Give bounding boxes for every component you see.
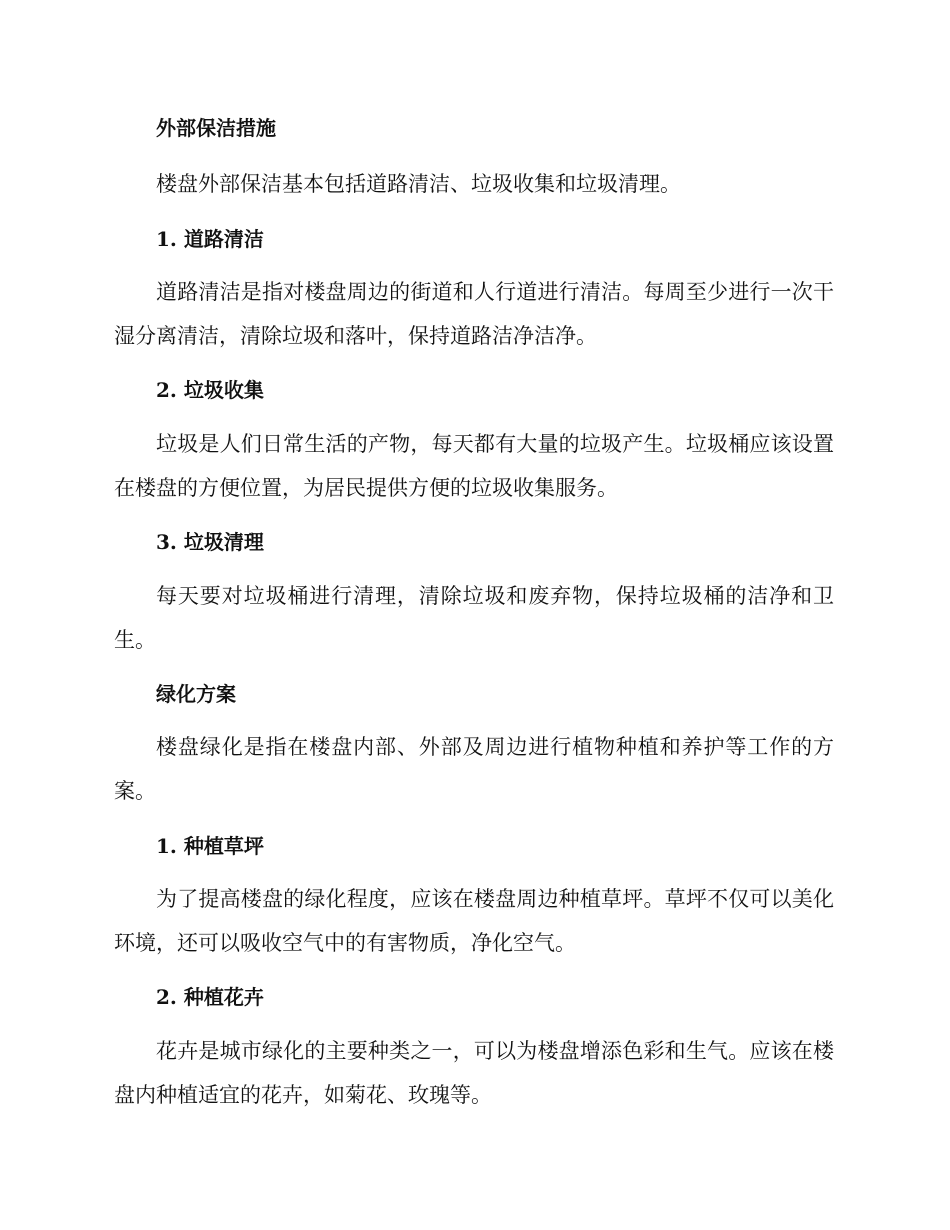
section-paragraph-greening-plan: 楼盘绿化是指在楼盘内部、外部及周边进行植物种植和养护等工作的方案。: [114, 735, 834, 803]
section-paragraph-lawn-planting: 为了提高楼盘的绿化程度，应该在楼盘周边种植草坪。草坪不仅可以美化环境，还可以吸收空气中的有害物质，净化空气。: [114, 887, 834, 955]
section-paragraph-road-cleaning: 道路清洁是指对楼盘周边的街道和人行道进行清洁。每周至少进行一次干湿分离清洁，清除垃圾和落叶，保持道路洁净洁净。: [114, 280, 834, 348]
section-heading-greening-plan: 绿化方案: [156, 682, 236, 706]
section-paragraph-exterior-cleaning: 楼盘外部保洁基本包括道路清洁、垃圾收集和垃圾清理。: [156, 172, 681, 196]
section-heading-garbage-collection: 2. 垃圾收集: [156, 378, 264, 402]
section-heading-exterior-cleaning: 外部保洁措施: [156, 116, 276, 140]
section-heading-garbage-disposal: 3. 垃圾清理: [156, 530, 264, 554]
section-heading-road-cleaning: 1. 道路清洁: [156, 227, 264, 251]
section-paragraph-garbage-collection: 垃圾是人们日常生活的产物，每天都有大量的垃圾产生。垃圾桶应该设置在楼盘的方便位置，为居民提供方便的垃圾收集服务。: [114, 432, 834, 500]
section-paragraph-garbage-disposal: 每天要对垃圾桶进行清理，清除垃圾和废弃物，保持垃圾桶的洁净和卫生。: [114, 584, 834, 652]
section-paragraph-flower-planting: 花卉是城市绿化的主要种类之一，可以为楼盘增添色彩和生气。应该在楼盘内种植适宜的花卉，如菊花、玫瑰等。: [114, 1039, 834, 1107]
section-heading-flower-planting: 2. 种植花卉: [156, 985, 264, 1009]
section-heading-lawn-planting: 1. 种植草坪: [156, 834, 264, 858]
